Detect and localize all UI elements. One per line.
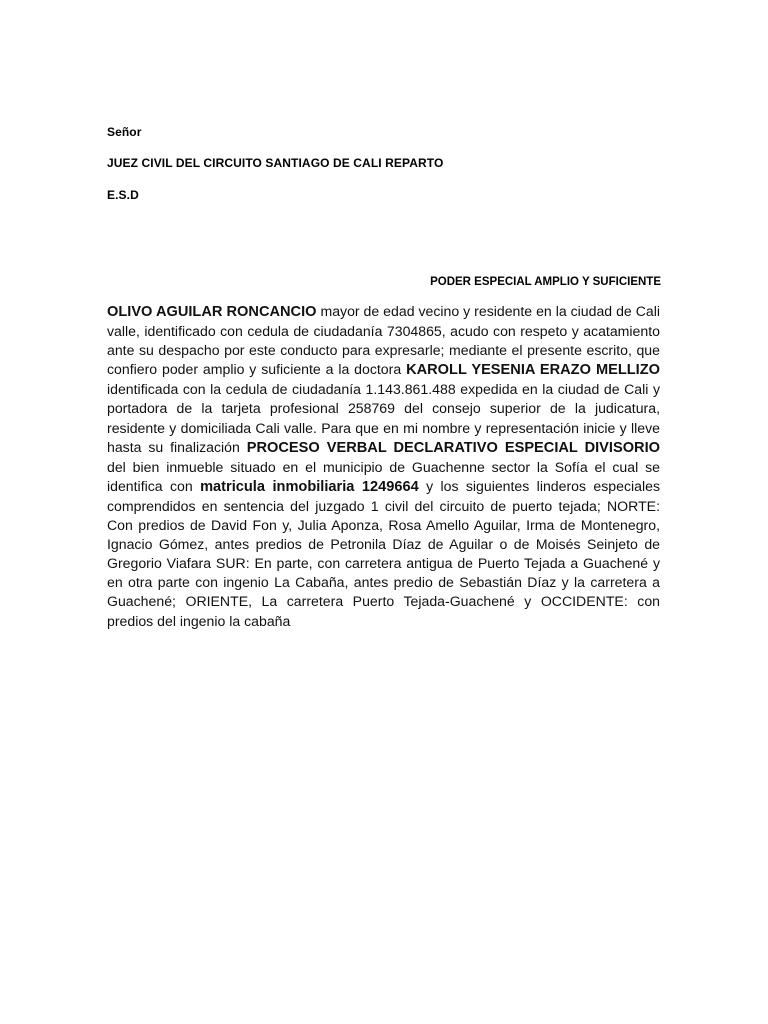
- esd-abbreviation: E.S.D: [107, 188, 139, 202]
- document-title: PODER ESPECIAL AMPLIO Y SUFICIENTE: [430, 276, 661, 288]
- body-text-2: identificada con la cedula de ciudadanía 1.143.861.488 expedida en la ciudad de Cali y portadora de la tarjeta profesional 258769 del consejo superior de la judicatura, residente y domiciliada Cali valle. Para que en mi nombre y representación inicie y lleve hasta su finalización: [107, 381, 660, 455]
- body-text-3: del bien inmueble situado en el municipio de Guachenne sector la Sofía el cual se identifica con: [107, 458, 660, 494]
- property-registration: matricula inmobiliaria 1249664: [200, 478, 419, 495]
- process-name: PROCESO VERBAL DECLARATIVO ESPECIAL DIVISORIO: [246, 439, 661, 456]
- attorney-name: KAROLL YESENIA ERAZO MELLIZO: [406, 362, 660, 379]
- grantor-name: OLIVO AGUILAR RONCANCIO: [107, 304, 317, 320]
- body-text-1: mayor de edad vecino y residente en la ciudad de Cali valle, identificado con cedula de ciudadanía 7304865, acudo con respeto y acatamiento ante su despacho por este conducto para expresarle; mediante el presente escrito, que confiero poder amplio y suficiente a la doctora: [107, 303, 660, 378]
- body-text-4: y los siguientes linderos especiales comprendidos en sentencia del juzgado 1 civil del circuito de puerto tejada; NORTE: Con predios de David Fon y, Julia Aponza, Rosa Amello Aguilar, Irma de Montenegro, Ignacio Gómez, antes predios de Petronila Díaz de Aguilar o de Moisés Seinjeto de Gregorio Viafara SUR: En parte, con carretera antigua de Puerto Tejada a Guachené y en otra parte con ingenio La Cabaña, antes predio de Sebastián Díaz y la carretera a Guachené; ORIENTE, La carretera Puerto Tejada-Guachené y OCCIDENTE: con predios del ingenio la cabaña: [107, 477, 660, 629]
- body-paragraph: [107, 302, 660, 631]
- salutation: Señor: [107, 125, 142, 139]
- addressee: JUEZ CIVIL DEL CIRCUITO SANTIAGO DE CALI REPARTO: [107, 156, 444, 170]
